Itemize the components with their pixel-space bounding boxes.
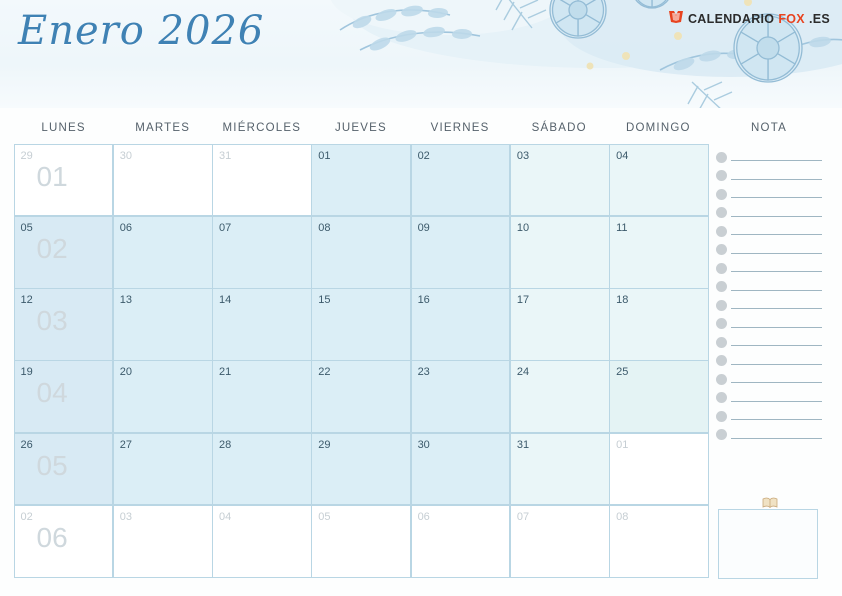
day-number: 27 (119, 438, 133, 451)
calendar-day-cell[interactable] (311, 505, 411, 578)
calendar-day-cell[interactable] (510, 360, 610, 433)
calendar-day-cell[interactable] (311, 433, 411, 506)
note-lines-list (716, 148, 822, 444)
calendar-day-cell[interactable] (212, 360, 312, 433)
calendar-day-cell[interactable] (609, 288, 709, 361)
day-number: 25 (616, 366, 629, 379)
calendar-day-cell[interactable] (14, 288, 114, 361)
day-number: 09 (417, 221, 430, 234)
day-number: 06 (417, 510, 430, 523)
day-number: 06 (119, 221, 133, 234)
note-writing-rule[interactable] (731, 382, 822, 383)
day-number: 29 (20, 149, 33, 162)
calendar-day-cell[interactable] (113, 216, 213, 289)
note-line[interactable] (716, 185, 822, 204)
note-writing-rule[interactable] (731, 271, 822, 272)
day-number: 30 (119, 149, 133, 162)
day-number: 02 (417, 149, 430, 162)
calendar-day-cell[interactable] (212, 144, 312, 217)
brand-text-calendario: CALENDARIO (687, 11, 775, 26)
calendar-day-cell[interactable] (212, 288, 312, 361)
day-number: 28 (219, 438, 232, 451)
week-number: 02 (36, 232, 68, 264)
note-writing-rule[interactable] (731, 308, 822, 309)
bullet-dot-icon (716, 355, 727, 366)
calendar-grid (14, 144, 709, 578)
bullet-dot-icon (716, 318, 727, 329)
calendar-day-cell[interactable] (510, 433, 610, 506)
day-number: 07 (219, 221, 232, 234)
note-line[interactable] (716, 370, 822, 389)
note-writing-rule[interactable] (731, 253, 822, 254)
day-number: 20 (119, 366, 133, 379)
day-number: 14 (219, 294, 232, 307)
calendar-day-cell[interactable] (510, 288, 610, 361)
note-writing-rule[interactable] (731, 179, 822, 180)
bullet-dot-icon (716, 244, 727, 255)
bullet-dot-icon (716, 226, 727, 237)
note-writing-rule[interactable] (731, 419, 822, 420)
calendar-day-cell[interactable] (311, 288, 411, 361)
day-number: 11 (616, 221, 628, 234)
weekday-header-3: MIÉRCOLES (222, 122, 302, 134)
day-number: 03 (516, 149, 530, 162)
day-number: 24 (516, 366, 530, 379)
calendar-day-cell[interactable] (411, 288, 511, 361)
brand-logo[interactable] (668, 10, 830, 27)
note-line[interactable] (716, 278, 822, 297)
calendar-day-cell[interactable] (609, 433, 709, 506)
note-line[interactable] (716, 407, 822, 426)
calendar-day-cell[interactable] (212, 505, 312, 578)
day-number: 18 (616, 294, 629, 307)
calendar-day-cell[interactable] (411, 216, 511, 289)
note-line[interactable] (716, 222, 822, 241)
calendar-day-cell[interactable] (113, 433, 213, 506)
note-writing-rule[interactable] (731, 438, 822, 439)
note-line[interactable] (716, 426, 822, 445)
calendar-day-cell[interactable] (212, 433, 312, 506)
weekday-header-5: VIERNES (430, 122, 490, 134)
note-panel-title: NOTA (751, 122, 787, 134)
calendar-day-cell[interactable] (609, 144, 709, 217)
calendar-day-cell[interactable] (510, 216, 610, 289)
weekday-header-2: MARTES (135, 122, 191, 134)
calendar-day-cell[interactable] (411, 433, 511, 506)
brand-text-fox: FOX (778, 11, 805, 26)
day-number: 30 (417, 438, 430, 451)
note-writing-rule[interactable] (731, 327, 822, 328)
week-number: 06 (36, 521, 68, 553)
note-writing-rule[interactable] (731, 234, 822, 235)
calendar-day-cell[interactable] (510, 505, 610, 578)
calendar-day-cell[interactable] (113, 360, 213, 433)
calendar-day-cell[interactable] (311, 360, 411, 433)
note-box[interactable] (718, 509, 818, 579)
week-number: 03 (36, 305, 68, 337)
note-writing-rule[interactable] (731, 345, 822, 346)
day-number: 05 (318, 510, 331, 523)
note-line[interactable] (716, 167, 822, 186)
weekday-header-1: LUNES (41, 122, 86, 134)
calendar-day-cell[interactable] (510, 144, 610, 217)
note-line[interactable] (716, 259, 822, 278)
calendar-day-cell[interactable] (609, 505, 709, 578)
note-writing-rule[interactable] (731, 160, 822, 161)
calendar-day-cell[interactable] (609, 216, 709, 289)
fox-logo-icon (668, 10, 684, 27)
note-line[interactable] (716, 204, 822, 223)
day-number: 15 (318, 294, 331, 307)
bullet-dot-icon (716, 429, 727, 440)
calendar-day-cell[interactable] (311, 216, 411, 289)
day-number: 26 (20, 438, 33, 451)
day-number: 31 (219, 149, 232, 162)
weekday-header-7: DOMINGO (626, 122, 691, 134)
note-line[interactable] (716, 352, 822, 371)
day-number: 29 (318, 438, 331, 451)
day-number: 21 (219, 366, 232, 379)
weekday-header-row (14, 122, 708, 142)
day-number: 07 (516, 510, 530, 523)
calendar-day-cell[interactable] (411, 144, 511, 217)
bullet-dot-icon (716, 263, 727, 274)
day-number: 22 (318, 366, 331, 379)
calendar-day-cell[interactable] (113, 505, 213, 578)
note-writing-rule[interactable] (731, 401, 822, 402)
weekday-header-4: JUEVES (334, 122, 387, 134)
note-line[interactable] (716, 241, 822, 260)
day-number: 13 (119, 294, 133, 307)
note-line[interactable] (716, 296, 822, 315)
calendar-day-cell[interactable] (14, 505, 114, 578)
calendar-day-cell[interactable] (212, 216, 312, 289)
calendar-day-cell[interactable] (411, 505, 511, 578)
day-number: 10 (516, 221, 530, 234)
week-number: 04 (36, 377, 68, 409)
note-writing-rule[interactable] (731, 290, 822, 291)
bullet-dot-icon (716, 207, 727, 218)
bullet-dot-icon (716, 189, 727, 200)
calendar-day-cell[interactable] (14, 360, 114, 433)
bullet-dot-icon (716, 300, 727, 311)
day-number: 08 (616, 510, 629, 523)
bullet-dot-icon (716, 374, 727, 385)
note-line[interactable] (716, 315, 822, 334)
day-number: 16 (417, 294, 430, 307)
day-number: 05 (20, 221, 33, 234)
bullet-dot-icon (716, 152, 727, 163)
brand-text-tld: .ES (808, 11, 830, 26)
week-number: 01 (36, 160, 68, 192)
calendar-day-cell[interactable] (411, 360, 511, 433)
bullet-dot-icon (716, 411, 727, 422)
day-number: 19 (20, 366, 33, 379)
day-number: 01 (318, 149, 331, 162)
bullet-dot-icon (716, 281, 727, 292)
calendar-day-cell[interactable] (609, 360, 709, 433)
day-number: 31 (516, 438, 530, 451)
day-number: 12 (20, 294, 33, 307)
calendar-day-cell[interactable] (14, 216, 114, 289)
bullet-dot-icon (716, 170, 727, 181)
note-writing-rule[interactable] (731, 216, 822, 217)
day-number: 03 (119, 510, 133, 523)
calendar-day-cell[interactable] (14, 433, 114, 506)
note-line[interactable] (716, 333, 822, 352)
calendar-day-cell[interactable] (311, 144, 411, 217)
day-number: 23 (417, 366, 430, 379)
note-writing-rule[interactable] (731, 364, 822, 365)
calendar-day-cell[interactable] (113, 144, 213, 217)
day-number: 04 (616, 149, 629, 162)
calendar-day-cell[interactable] (14, 144, 114, 217)
note-line[interactable] (716, 389, 822, 408)
week-number: 05 (36, 449, 68, 481)
day-number: 01 (616, 438, 629, 451)
day-number: 02 (20, 510, 33, 523)
weekday-header-6: SÁBADO (531, 122, 587, 134)
bullet-dot-icon (716, 392, 727, 403)
day-number: 08 (318, 221, 331, 234)
note-line[interactable] (716, 148, 822, 167)
day-number: 17 (516, 294, 530, 307)
page-header (0, 0, 842, 108)
day-number: 04 (219, 510, 232, 523)
note-writing-rule[interactable] (731, 197, 822, 198)
page-title: Enero 2026 (18, 8, 265, 54)
calendar-day-cell[interactable] (113, 288, 213, 361)
bullet-dot-icon (716, 337, 727, 348)
